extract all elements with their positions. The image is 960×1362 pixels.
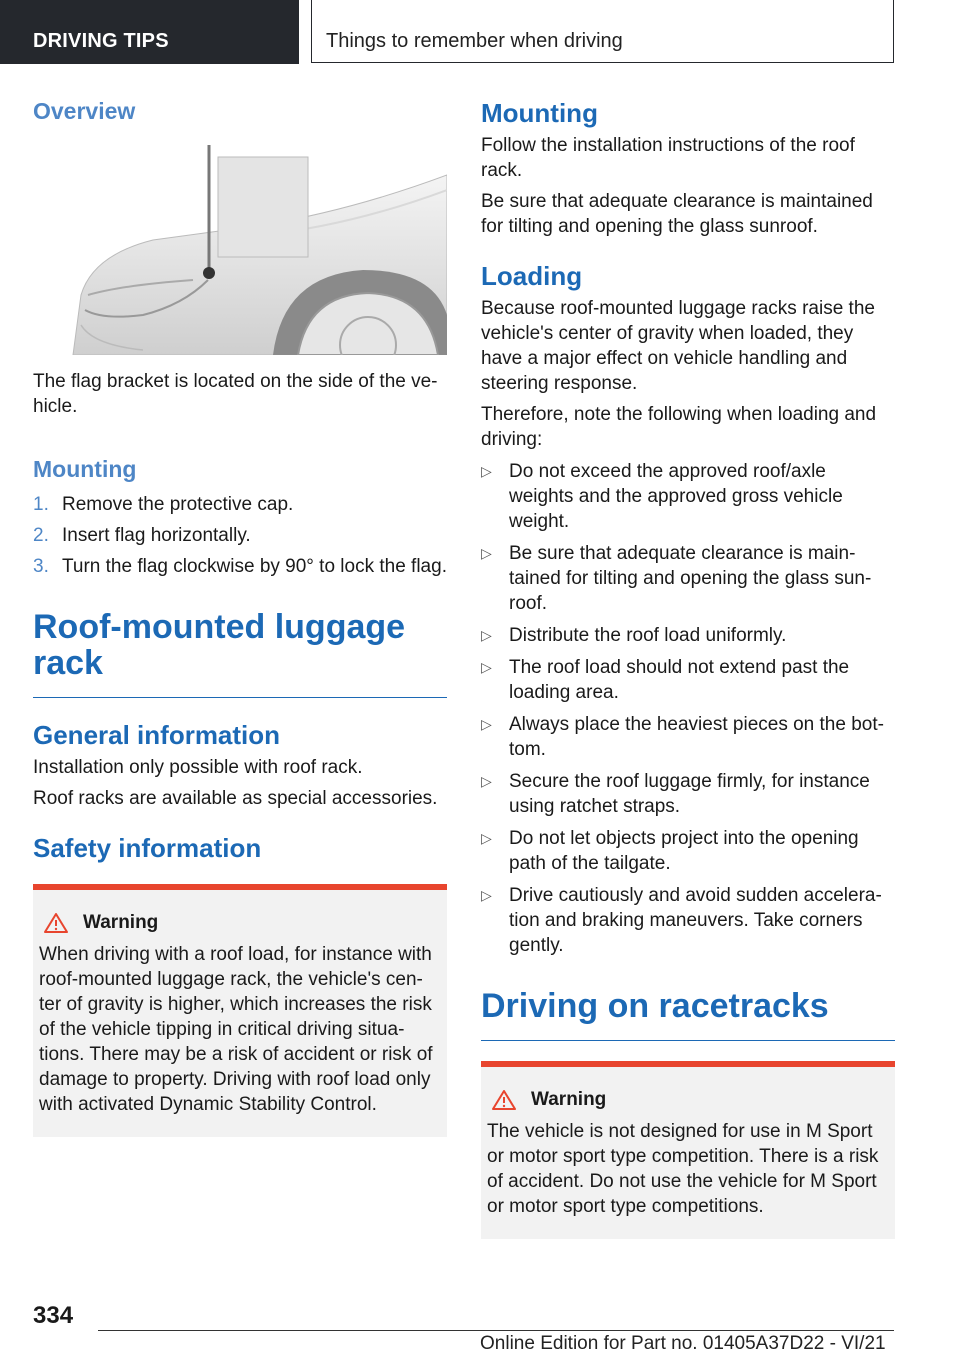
footer-divider — [98, 1330, 894, 1331]
warning-text: The vehicle is not designed for use in M Sport or motor sport type competition. There is a risk of accident. Do not use the vehicle for M Sport or motor sport type competitions. — [487, 1121, 879, 1217]
header-section-title: DRIVING TIPS — [33, 30, 169, 52]
list-item-text: Distribute the roof load uniformly. — [509, 625, 787, 646]
warning-text: When driving with a roof load, for instance with roof-mounted luggage rack, the vehicle's cen-ter of gravity is higher, which increases the risk of the vehicle tipping in critical driving situa-tions. There may be a risk of accident or risk of damage to property. Driving with roof load only with activated Dynamic Stability Control. — [39, 944, 433, 1115]
triangle-bullet-icon: ▷ — [481, 627, 492, 643]
list-item — [481, 883, 895, 958]
mounting-steps-list — [33, 492, 447, 579]
overview-heading: Overview — [33, 98, 136, 124]
footer-edition: Online Edition for Part no. 01405A37D22 - VI/21 — [480, 1333, 886, 1354]
safety-info-heading: Safety information — [33, 833, 262, 863]
warning-title — [491, 1089, 889, 1111]
figure-caption: The flag bracket is located on the side of the ve-hicle. — [33, 371, 438, 417]
header-chapter-tab — [311, 0, 894, 63]
list-item-text: Always place the heaviest pieces on the bot-tom. — [509, 714, 884, 760]
roof-rack-heading: Roof-mounted luggage rack — [33, 608, 406, 682]
warning-title — [43, 912, 441, 934]
mounting-text-1: Follow the installation instructions of the roof rack. — [481, 135, 855, 181]
step-text: Insert flag horizontally. — [62, 525, 251, 546]
step-number: 2. — [33, 525, 49, 546]
general-info-text-2: Roof racks are available as special accessories. — [33, 788, 438, 809]
loading-heading: Loading — [481, 261, 583, 291]
list-item — [481, 541, 895, 616]
list-item — [481, 769, 895, 819]
list-item — [481, 623, 895, 648]
racetracks-heading: Driving on racetracks — [481, 987, 829, 1025]
list-item — [481, 826, 895, 876]
list-item-text: Drive cautiously and avoid sudden accelera-tion and braking maneuvers. Take corners gently. — [509, 885, 882, 956]
general-info-text-1: Installation only possible with roof rack. — [33, 757, 363, 778]
triangle-bullet-icon: ▷ — [481, 773, 492, 789]
left-column — [33, 98, 447, 1137]
list-item-text: Be sure that adequate clearance is main-tained for tilting and opening the glass sun-roof. — [509, 543, 872, 614]
warning-label: Warning — [531, 1089, 607, 1110]
step-text: Remove the protective cap. — [62, 494, 294, 515]
list-item — [481, 655, 895, 705]
loading-text-2: Therefore, note the following when loading and driving: — [481, 404, 877, 450]
loading-text-1: Because roof-mounted luggage racks raise the vehicle's center of gravity when loaded, they have a major effect on vehicle handling and steering response. — [481, 298, 875, 394]
mounting-text-2: Be sure that adequate clearance is maintained for tilting and opening the glass sunroof. — [481, 191, 873, 237]
triangle-bullet-icon: ▷ — [481, 887, 492, 903]
list-item — [33, 492, 447, 517]
warning-box-racetrack — [481, 1061, 895, 1239]
warning-label: Warning — [83, 912, 159, 933]
right-column — [481, 98, 895, 1239]
triangle-bullet-icon: ▷ — [481, 659, 492, 675]
step-number: 1. — [33, 494, 49, 515]
list-item — [481, 459, 895, 534]
list-item — [481, 712, 895, 762]
heading-divider — [481, 1040, 895, 1041]
step-text: Turn the flag clockwise by 90° to lock the flag. — [62, 556, 447, 577]
list-item — [33, 554, 447, 579]
loading-list — [481, 459, 895, 958]
warning-triangle-icon — [43, 912, 69, 934]
warning-triangle-icon — [491, 1089, 517, 1111]
car-fender-illustration — [33, 145, 447, 355]
heading-divider — [33, 697, 447, 698]
mounting-heading-right: Mounting — [481, 98, 598, 128]
page-number: 334 — [33, 1302, 74, 1329]
mounting-heading-left: Mounting — [33, 456, 137, 482]
triangle-bullet-icon: ▷ — [481, 545, 492, 561]
list-item-text: The roof load should not extend past the loading area. — [509, 657, 850, 703]
general-info-heading: General information — [33, 720, 281, 750]
flag-bracket-figure — [33, 145, 447, 355]
list-item — [33, 523, 447, 548]
triangle-bullet-icon: ▷ — [481, 463, 492, 479]
triangle-bullet-icon: ▷ — [481, 830, 492, 846]
list-item-text: Do not exceed the approved roof/axle weights and the approved gross vehicle weight. — [509, 461, 843, 532]
warning-box-roof-load — [33, 884, 447, 1137]
triangle-bullet-icon: ▷ — [481, 716, 492, 732]
list-item-text: Do not let objects project into the opening path of the tailgate. — [509, 828, 859, 874]
header-section-tab — [0, 0, 299, 64]
header-chapter-title: Things to remember when driving — [326, 30, 623, 52]
step-number: 3. — [33, 556, 49, 577]
list-item-text: Secure the roof luggage firmly, for instance using ratchet straps. — [509, 771, 870, 817]
